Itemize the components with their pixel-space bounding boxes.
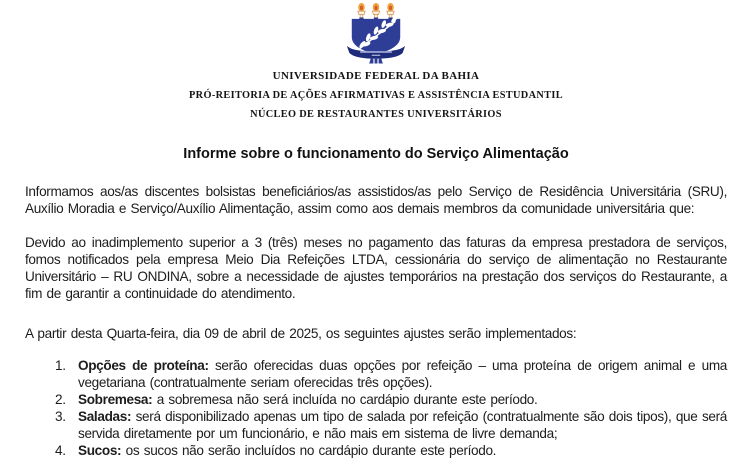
shield (352, 17, 400, 55)
paragraph-effective-date: A partir desta Quarta-feira, dia 09 de abril de 2025, os seguintes ajustes serão implementados: (25, 326, 577, 341)
paragraph-intro: Informamos aos/as discentes bolsistas beneficiários/as assistidos/as pelo Serviço de Residência Universitária (SRU), Auxílio Moradia e Serviço/Auxílio Alimentação, assim como aos demais membros da comunidade universitária que: (25, 184, 727, 216)
unit-name: NÚCLEO DE RESTAURANTES UNIVERSITÁRIOS (250, 109, 502, 120)
list-item-number: 4. (55, 443, 66, 458)
torch-left (358, 3, 365, 20)
document-header (25, 2, 727, 120)
list-item-lead: Opções de proteína: (78, 358, 209, 373)
list-item-text: a sobremesa não será incluída no cardápio durante este período. (156, 392, 538, 407)
list-item-number: 2. (55, 392, 66, 407)
list-item-number: 3. (55, 409, 66, 424)
list-item-text: os sucos não serão incluídos no cardápio durante este período. (125, 443, 497, 458)
list-item-text: serão oferecidas duas opções por refeição – uma proteína de origem animal e uma vegetariana (contratualmente seriam oferecidas três opções). (78, 358, 728, 390)
list-item-protein-options (55, 357, 728, 391)
university-name: UNIVERSIDADE FEDERAL DA BAHIA (272, 70, 480, 82)
list-item-dessert (55, 391, 727, 408)
document-title: Informe sobre o funcionamento do Serviço Alimentação (183, 146, 569, 162)
torch-right (387, 3, 394, 20)
list-item-lead: Sucos: (78, 443, 122, 458)
list-item-lead: Sobremesa: (78, 392, 153, 407)
list-item-juices (55, 442, 727, 459)
list-item-lead: Saladas: (78, 409, 132, 424)
paragraph-context: Devido ao inadimplemento superior a 3 (três) meses no pagamento das faturas da empresa prestadora de serviços, fomos notificados pela empresa Meio Dia Refeições LTDA, cessionária do serviço de alimentação no Restaurante Universitário – RU ONDINA, sobre a necessidade de ajustes temporários na prestação dos serviços do Restaurante, a fim de garantir a continuidade do atendimento. (25, 235, 727, 301)
base-pedestal (369, 59, 383, 64)
torch-center (372, 3, 379, 20)
list-item-number: 1. (55, 358, 66, 373)
department-name: PRÓ-REITORIA DE AÇÕES AFIRMATIVAS E ASSISTÊNCIA ESTUDANTIL (189, 90, 563, 101)
list-item-salads (55, 408, 727, 442)
adjustments-list (25, 357, 727, 459)
ufba-coat-of-arms-icon (25, 2, 727, 64)
list-item-text: será disponibilizado apenas um tipo de salada por refeição (contratualmente são dois tipos), que será servida diretamente por um funcionário, e não mais em sistema de livre demanda; (78, 409, 727, 441)
